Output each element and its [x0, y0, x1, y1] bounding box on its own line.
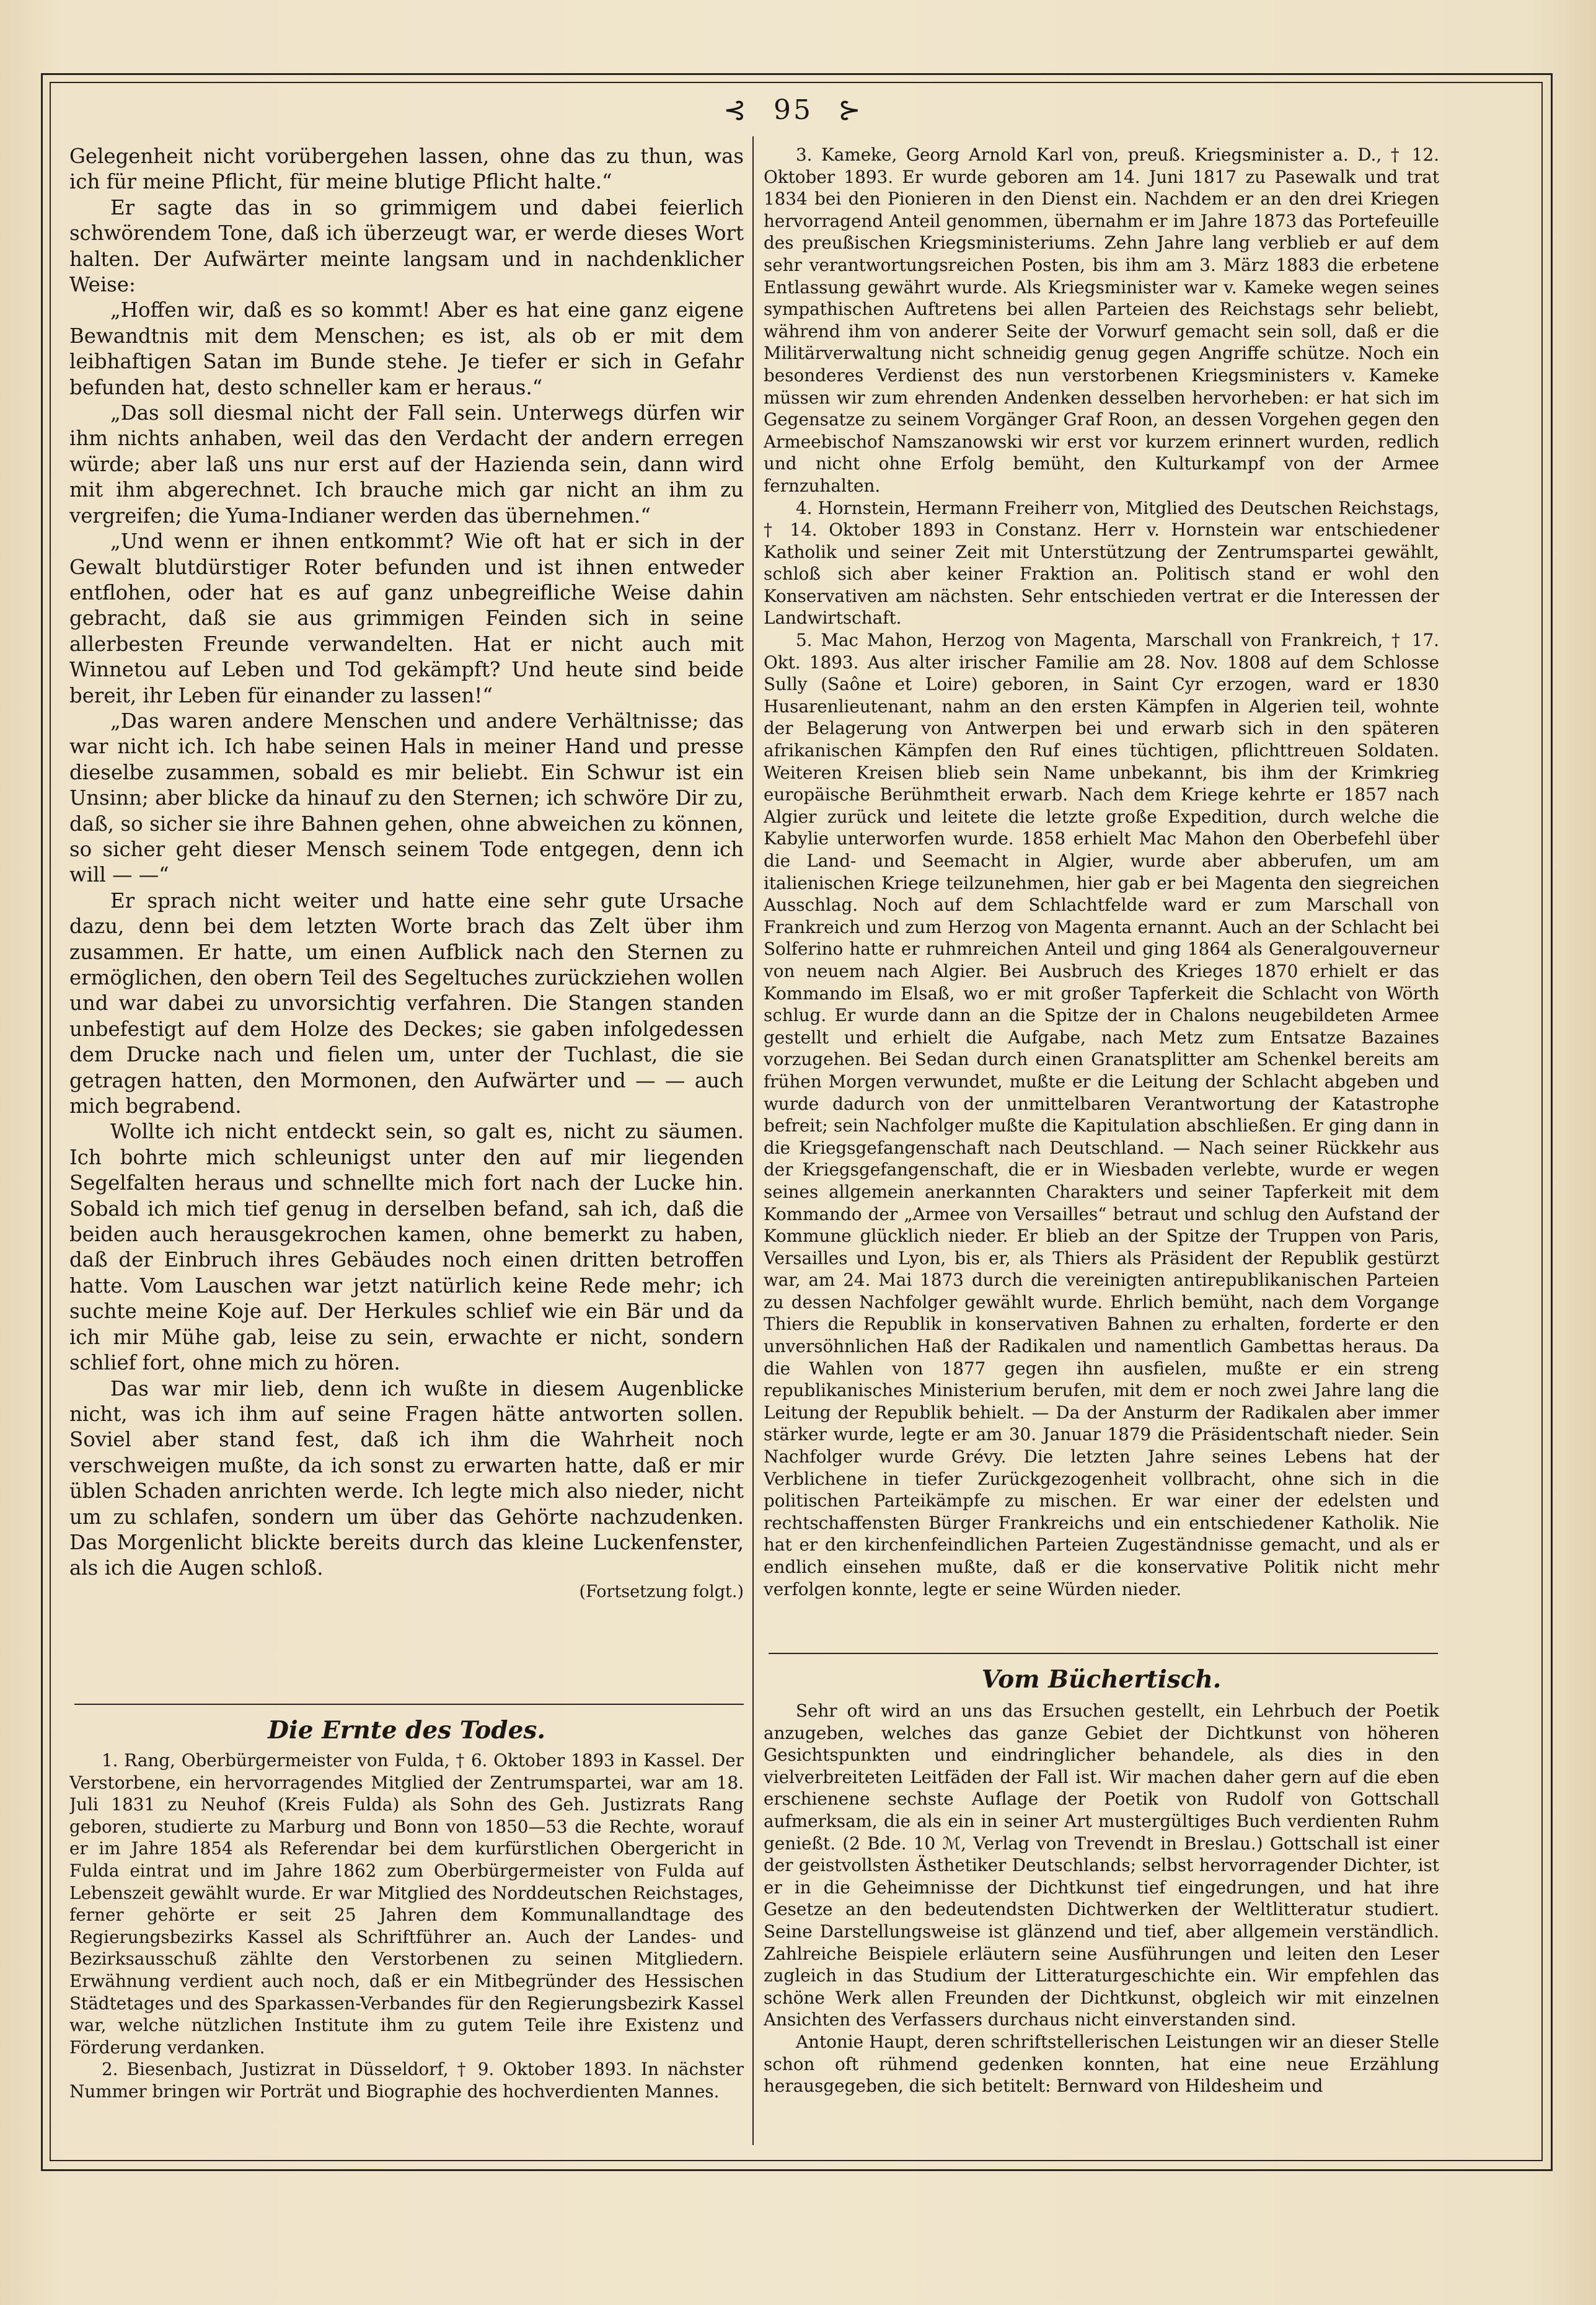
review-paragraph: Antonie Haupt, deren schriftstellerischen Leistungen wir an dieser Stelle schon oft rühmend gedenken konnten, hat eine neue Erzählung herausgegeben, die sich betitelt: Bernward von Hildesheim und	[764, 2031, 1439, 2097]
obituary-column	[764, 144, 1439, 1644]
review-paragraph: Sehr oft wird an uns das Ersuchen gestellt, ein Lehrbuch der Poetik anzugeben, welches das ganze Gebiet der Dichtkunst von höheren Gesichtspunkten und eindringlicher behandele, als dies in den vielverbreiteten Leitfäden der Fall ist. Wir machen daher gern auf die eben erschienene sechste Auflage der Poetik von Rudolf von Gottschall aufmerksam, die als ein in seiner Art mustergültiges Buch verdienten Ruhm genießt. (2 Bde. 10 ℳ, Verlag von Trevendt in Breslau.) Gottschall ist einer der geistvollsten Ästhetiker Deutschlands; selbst hervorragender Dichter, ist er in die Geheimnisse der Dichtkunst tief eingedrungen, und hat ihre Gesetze an den bedeutendsten Dichtwerken der Weltlitteratur studiert. Seine Darstellungsweise ist glänzend und tief, aber allgemein verständlich. Zahlreiche Beispiele erläutern seine Ausführungen und leiten den Leser zugleich in das Studium der Litteraturgeschichte ein. Wir empfehlen das schöne Werk allen Freunden der Dichtkunst, obgleich wir mit einzelnen Ansichten des Verfassers durchaus nicht einverstanden sind.	[764, 1701, 1439, 2030]
left-ornament: ⊰	[723, 94, 749, 126]
novel-paragraph: „Und wenn er ihnen entkommt? Wie oft hat er sich in der Gewalt blutdürstiger Roter befunden und ist ihnen entweder entflohen, oder hat es auf ganz unbegreifliche Weise dahin gebracht, daß sie aus grimmigen Feinden sich in seine allerbesten Freunde verwandelten. Hat er nicht auch mit Winnetou auf Leben und Tod gekämpft? Und heute sind beide bereit, ihr Leben für einander zu lassen!“	[69, 529, 744, 707]
novel-paragraph: „Das waren andere Menschen und andere Verhältnisse; das war nicht ich. Ich habe seinen Hals in meiner Hand und presse dieselbe zusammen, sobald es mir beliebt. Ein Schwur ist ein Unsinn; aber blicke da hinauf zu den Sternen; ich schwöre Dir zu, daß, so sicher sie ihre Bahnen gehen, ohne abweichen zu können, so sicher geht dieser Mensch seinem Tode entgegen, denn ich will — —“	[69, 709, 744, 887]
continuation-note: (Fortsetzung folgt.)	[579, 1582, 744, 1601]
obituary-entry: 5. Mac Mahon, Herzog von Magenta, Marschall von Frankreich, † 17. Okt. 1893. Aus alter irischer Familie am 28. Nov. 1808 auf dem Schlosse Sully (Saône et Loire) geboren, in Saint Cyr erzogen, ward er 1830 Husarenlieutenant, nahm an den ersten Kämpfen in Algerien teil, wohnte der Belagerung von Antwerpen bei und erwarb sich in den späteren afrikanischen Kämpfen den Ruf eines tüchtigen, pflichttreuen Soldaten. Weiteren Kreisen blieb sein Name unbekannt, bis ihm der Krimkrieg europäische Berühmtheit erwarb. Nach dem Kriege kehrte er 1857 nach Algier zurück und leitete die letzte große Expedition, durch welche die Kabylie unterworfen wurde. 1858 erhielt Mac Mahon den Oberbefehl über die Land- und Seemacht in Algier, wurde aber abberufen, um am italienischen Kriege teilzunehmen, hier gab er bei Magenta den siegreichen Ausschlag. Noch auf dem Schlachtfelde ward er zum Marschall von Frankreich und zum Herzog von Magenta ernannt. Auch an der Schlacht bei Solferino hatte er ruhmreichen Anteil und ging 1864 als Generalgouverneur von neuem nach Algier. Bei Ausbruch des Krieges 1870 erhielt er das Kommando im Elsaß, wo er mit großer Tapferkeit die Schlacht von Wörth schlug. Er wurde dann an die Spitze der in Chalons neugebildeten Armee gestellt und erhielt die Aufgabe, nach Metz zum Entsatze Bazaines vorzugehen. Bei Sedan durch einen Granatsplitter am Schenkel bereits am frühen Morgen verwundet, mußte er die Leitung der Schlacht abgeben und wurde dadurch von der unmittelbaren Verantwortung der Katastrophe befreit; sein Nachfolger mußte die Kapitulation abschließen. Er ging dann in die Kriegsgefangenschaft nach Deutschland. — Nach seiner Rückkehr aus der Kriegsgefangenschaft, die er in Wiesbaden verlebte, wurde er wegen seines allgemein anerkannten Charakters und seiner Tapferkeit mit dem Kommando der „Armee von Versailles“ betraut und schlug den Aufstand der Kommune glücklich nieder. Er blieb an der Spitze der Truppen von Paris, Versailles und Lyon, bis er, als Thiers als Präsident der Republik gestürzt war, am 24. Mai 1873 durch die vereinigten antirepublikanischen Parteien zu dessen Nachfolger gewählt wurde. Ehrlich bemüht, nach dem Vorgange Thiers die Republik in konservativen Bahnen zu erhalten, forderte er den unversöhnlichen Haß der Radikalen und namentlich Gambettas heraus. Da die Wahlen von 1877 gegen ihn ausfielen, mußte er ein streng republikanisches Ministerium berufen, mit dem er noch zwei Jahre lang die Leitung der Republik behielt. — Da der Ansturm der Radikalen aber immer stärker wurde, legte er am 30. Januar 1879 die Präsidentschaft nieder. Sein Nachfolger wurde Grévy. Die letzten Jahre seines Lebens hat der Verblichene in tiefer Zurückgezogenheit vollbracht, ohne sich in die politischen Parteikämpfe zu mischen. Er war einer der edelsten und rechtschaffensten Bürger Frankreichs und ein entschiedener Katholik. Nie hat er den kirchenfeindlichen Parteien Zugeständnisse gemacht, und als er endlich einsehen mußte, daß er die konservative Politik nicht mehr verfolgen konnte, legte er seine Würden nieder.	[764, 630, 1439, 1599]
buechertisch-heading: Vom Büchertisch.	[981, 1665, 1222, 1694]
novel-paragraph: Das war mir lieb, denn ich wußte in diesem Augenblicke nicht, was ich ihm auf seine Fragen hätte antworten sollen. Soviel aber stand fest, daß ich ihm die Wahrheit noch verschweigen mußte, da ich sonst zu erwarten hatte, daß er mir üblen Schaden anrichten werde. Ich legte mich also nieder, nicht um zu schlafen, sondern um über das Gehörte nachzudenken. Das Morgenlicht blickte bereits durch das kleine Luckenfenster, als ich die Augen schloß.	[69, 1376, 744, 1580]
column-divider	[752, 136, 754, 2145]
novel-paragraph: Er sprach nicht weiter und hatte eine sehr gute Ursache dazu, denn bei dem letzten Worte brach das Zelt über ihm zusammen. Er hatte, um einen Aufblick nach den Sternen zu ermöglichen, den obern Teil des Segeltuches zurückziehen wollen und war dabei zu unvorsichtig verfahren. Die Stangen standen unbefestigt auf dem Holze des Deckes; sie gaben infolgedessen dem Drucke nach und fielen um, unter der Tuchlast, die sie getragen hatten, den Mormonen, den Aufwärter und — — auch mich begrabend.	[69, 888, 744, 1118]
page-number-header	[669, 92, 917, 129]
novel-paragraph: Er sagte das in so grimmigem und dabei feierlich schwörendem Tone, daß ich überzeugt war, er werde dieses Wort halten. Der Aufwärter meinte langsam und in nachdenklicher Weise:	[69, 195, 744, 297]
ernte-heading: Die Ernte des Todes.	[268, 1716, 545, 1745]
novel-paragraph: Gelegenheit nicht vorübergehen lassen, ohne das zu thun, was ich für meine Pflicht, für meine blutige Pflicht halte.“	[69, 144, 744, 194]
novel-paragraph: „Das soll diesmal nicht der Fall sein. Unterwegs dürfen wir ihm nichts anhaben, weil das den Verdacht der andern erregen würde; aber laß uns nur erst auf der Hazienda sein, dann wird mit ihm abgerechnet. Ich brauche mich gar nicht an ihm zu vergreifen; die Yuma-Indianer werden das übernehmen.“	[69, 401, 744, 528]
section-rule	[74, 1704, 744, 1705]
novel-column	[69, 144, 744, 1694]
ernte-column	[69, 1750, 744, 2146]
obituary-entry: 3. Kameke, Georg Arnold Karl von, preuß. Kriegsminister a. D., † 12. Oktober 1893. Er wurde geboren am 14. Juni 1817 zu Pasewalk und trat 1834 bei den Pionieren in den Dienst ein. Nachdem er an den drei Kriegen hervorragend Anteil genommen, übernahm er im Jahre 1873 das Portefeuille des preußischen Kriegsministeriums. Zehn Jahre lang verblieb er auf dem sehr verantwortungsreichen Posten, bis ihm am 3. März 1883 die erbetene Entlassung gewährt wurde. Als Kriegsminister war v. Kameke wegen seines sympathischen Auftretens bei allen Parteien des Reichstags sehr beliebt, während ihm von anderer Seite der Vorwurf gemacht sein soll, daß er die Militärverwaltung nicht schneidig genug gegen Angriffe schütze. Noch ein besonderes Verdienst des nun verstorbenen Kriegsministers v. Kameke müssen wir zum ehrenden Andenken desselben hervorheben: er hat sich im Gegensatze zu seinem Vorgänger Graf Roon, an dessen Vorgehen gegen den Armeebischof Namszanowski wir erst vor kurzem erinnert wurden, redlich und nicht ohne Erfolg bemüht, den Kulturkampf von der Armee fernzuhalten.	[764, 144, 1439, 496]
obituary-entry: 1. Rang, Oberbürgermeister von Fulda, † 6. Oktober 1893 in Kassel. Der Verstorbene, ein hervorragendes Mitglied der Zentrumspartei, war am 18. Juli 1831 zu Neuhof (Kreis Fulda) als Sohn des Geh. Justizrats Rang geboren, studierte zu Marburg und Bonn von 1850—53 die Rechte, worauf er im Jahre 1854 als Referendar bei dem kurfürstlichen Obergericht in Fulda eintrat und im Jahre 1862 zum Oberbürgermeister von Fulda auf Lebenszeit gewählt wurde. Er war Mitglied des Norddeutschen Reichstages, ferner gehörte er seit 25 Jahren dem Kommunallandtage des Regierungsbezirks Kassel als Schriftführer an. Auch der Landes- und Bezirksausschuß zählte den Verstorbenen zu seinen Mitgliedern. Erwähnung verdient auch noch, daß er ein Mitbegründer des Hessischen Städtetages und des Sparkassen-Verbandes für den Regierungsbezirk Kassel war, welche nützlichen Institute ihm zu gutem Teile ihre Existenz und Förderung verdanken.	[69, 1750, 744, 2058]
obituary-entry: 4. Hornstein, Hermann Freiherr von, Mitglied des Deutschen Reichstags, † 14. Oktober 1893 in Constanz. Herr v. Hornstein war entschiedener Katholik und seiner Zeit mit Unterstützung der Zentrumspartei gewählt, schloß sich aber keiner Fraktion an. Politisch stand er wohl den Konservativen am nächsten. Sehr entschieden vertrat er die Interessen der Landwirtschaft.	[764, 497, 1439, 629]
section-rule	[769, 1653, 1438, 1654]
page-number: 95	[774, 94, 813, 126]
novel-paragraph: „Hoffen wir, daß es so kommt! Aber es hat eine ganz eigene Bewandtnis mit dem Menschen; es ist, als ob er mit dem leibhaftigen Satan im Bunde stehe. Je tiefer er sich in Gefahr befunden hat, desto schneller kam er heraus.“	[69, 298, 744, 399]
novel-paragraph: Wollte ich nicht entdeckt sein, so galt es, nicht zu säumen. Ich bohrte mich schleunigst unter den auf mir liegenden Segelfalten heraus und schnellte mich fort nach der Lucke hin. Sobald ich mich tief genug in derselben befand, sah ich, daß die beiden auch herausgekrochen kamen, ohne bemerkt zu haben, daß der Einbruch ihres Gebäudes noch einen dritten betroffen hatte. Vom Lauschen war jetzt natürlich keine Rede mehr; ich suchte meine Koje auf. Der Herkules schlief wie ein Bär und da ich mir Mühe gab, leise zu sein, erwachte er nicht, sondern schlief fort, ohne mich zu hören.	[69, 1120, 744, 1375]
right-ornament: ⊱	[838, 94, 863, 126]
obituary-entry: 2. Biesenbach, Justizrat in Düsseldorf, † 9. Oktober 1893. In nächster Nummer bringen wir Porträt und Biographie des hochverdienten Mannes.	[69, 2059, 744, 2102]
buechertisch-column	[764, 1700, 1439, 2146]
